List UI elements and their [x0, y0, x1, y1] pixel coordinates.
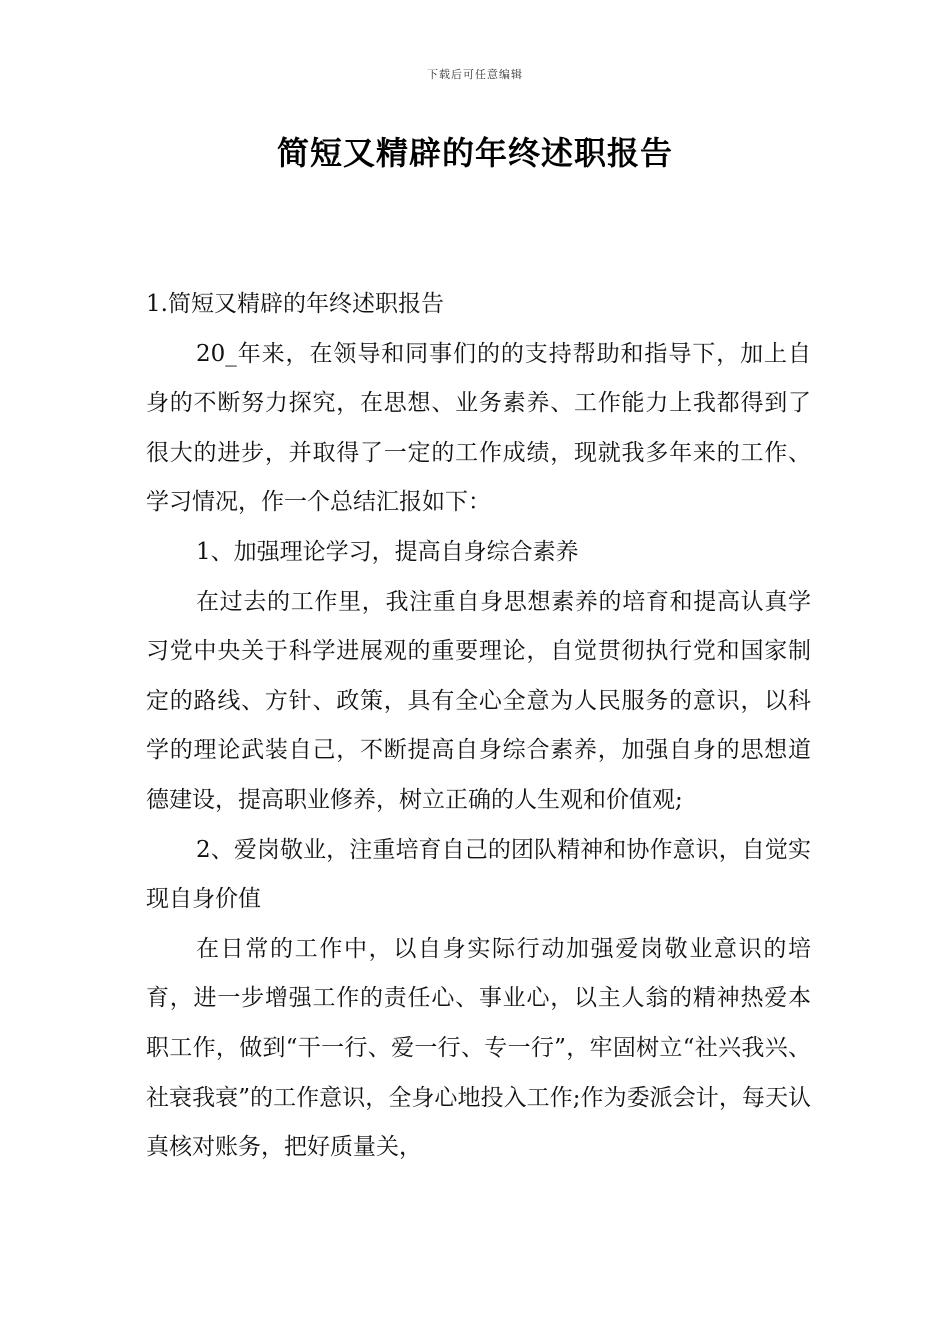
paragraph-point-2-heading: 2、爱岗敬业，注重培育自己的团队精神和协作意识，自觉实现自身价值 — [146, 836, 811, 913]
document-title: 简短又精辟的年终述职报告 — [276, 134, 673, 172]
paragraph-point-1-body: 在过去的工作里，我注重自身思想素养的培育和提高认真学习党中央关于科学进展观的重要理论，自觉贯彻执行党和国家制定的路线、方针、政策，具有全心全意为人民服务的意识，以科学的理论武装自己，不断提高自身综合素养，加强自身的思想道德建设，提高职业修养，树立正确的人生观和价值观; — [146, 588, 811, 813]
paragraph-intro: 20_年来，在领导和同事们的的支持帮助和指导下，加上自身的不断努力探究，在思想、业务素养、工作能力上我都得到了很大的进步，并取得了一定的工作成绩，现就我多年来的工作、学习情况，作一个总结汇报如下： — [146, 340, 811, 516]
paragraph-point-2-body: 在日常的工作中，以自身实际行动加强爱岗敬业意识的培育，进一步增强工作的责任心、事业心，以主人翁的精神热爱本职工作，做到“干一行、爱一行、专一行”，牢固树立“社兴我兴、社衰我衰”的工作意识，全身心地投入工作;作为委派会计，每天认真核对账务，把好质量关， — [146, 935, 811, 1161]
header-watermark: 下载后可任意编辑 — [427, 68, 523, 81]
section-heading: 1.简短又精辟的年终述职报告 — [146, 291, 444, 317]
paragraph-point-1-heading: 1、加强理论学习，提高自身综合素养 — [196, 538, 579, 565]
document-body — [146, 280, 811, 1173]
